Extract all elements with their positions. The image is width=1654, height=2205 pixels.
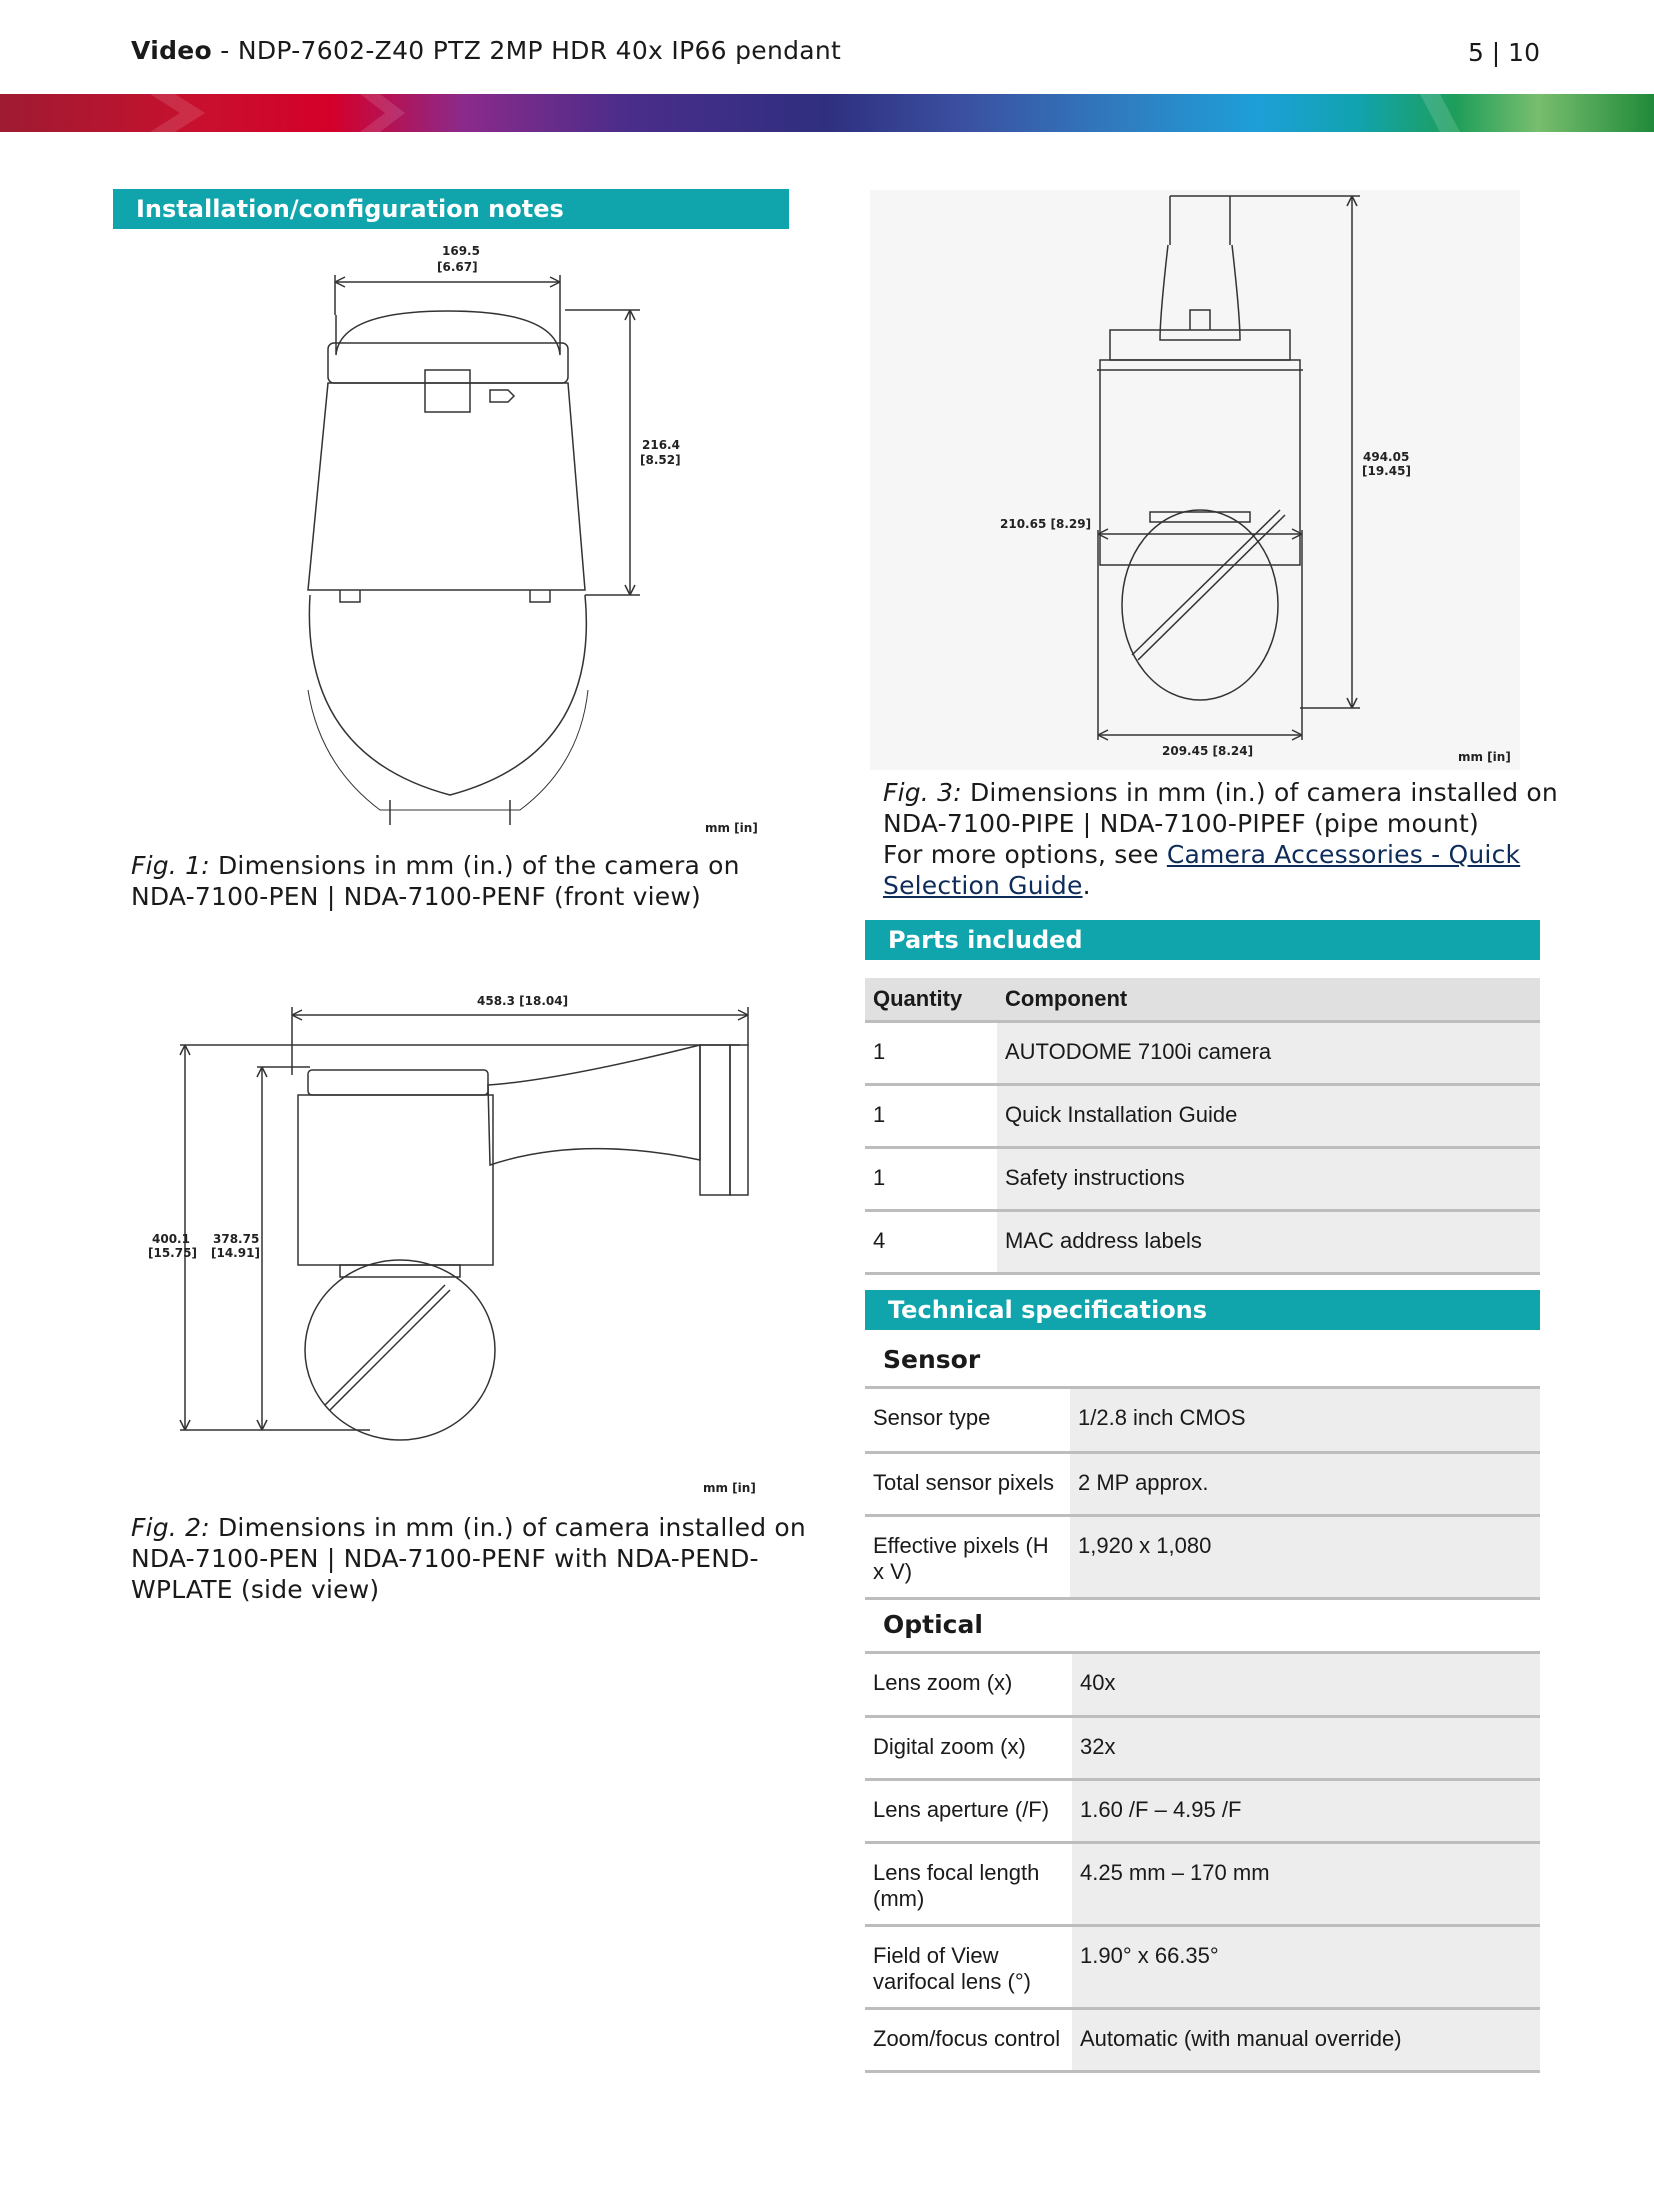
header-product: - NDP-7602-Z40 PTZ 2MP HDR 40x IP66 pendant — [212, 36, 842, 65]
spec-value: 1.90° x 66.35° — [1072, 1926, 1540, 2009]
fig2-caption-label: Fig. 2: — [131, 1513, 210, 1542]
parts-row — [865, 1148, 1540, 1211]
fig2-dim-body: 378.75 — [213, 1232, 260, 1246]
spec-row — [865, 2009, 1540, 2072]
spec-value: 40x — [1072, 1654, 1540, 1717]
parts-qty: 1 — [873, 1165, 886, 1190]
fig3-dim-bottom: 209.45 [8.24] — [1162, 744, 1254, 758]
spec-label: Digital zoom (x) — [873, 1734, 1026, 1759]
spec-row — [865, 1389, 1540, 1452]
spec-label: Sensor type — [873, 1405, 991, 1430]
parts-qty: 1 — [873, 1039, 886, 1064]
parts-table — [865, 978, 1540, 1275]
page-number: 5 | 10 — [1467, 38, 1540, 67]
sensor-specs-table — [865, 1389, 1540, 1600]
fig3-dim-height-in: [19.45] — [1362, 464, 1411, 478]
spec-row — [865, 1654, 1540, 1717]
optical-specs-table — [865, 1654, 1540, 2074]
parts-component: Safety instructions — [997, 1148, 1540, 1211]
spec-label: Lens aperture (/F) — [873, 1797, 1050, 1822]
parts-qty: 4 — [873, 1228, 886, 1253]
parts-component: Quick Installation Guide — [997, 1085, 1540, 1148]
figure-3-caption — [883, 777, 1563, 901]
fig1-units: mm [in] — [705, 821, 758, 835]
figure-2-caption — [131, 1512, 811, 1605]
spec-value: 1.60 /F – 4.95 /F — [1072, 1780, 1540, 1843]
parts-row — [865, 1211, 1540, 1274]
fig2-dim-width: 458.3 [18.04] — [477, 994, 569, 1008]
spec-value: Automatic (with manual override) — [1072, 2009, 1540, 2072]
spec-value: 1/2.8 inch CMOS — [1070, 1389, 1540, 1452]
parts-row — [865, 1085, 1540, 1148]
fig1-dim-height: 216.4 — [642, 438, 680, 452]
spec-label: Total sensor pixels — [873, 1469, 1054, 1495]
spec-row — [865, 1515, 1540, 1598]
fig3-dim-top: 210.65 [8.29] — [1000, 517, 1092, 531]
fig3-caption-line1: Dimensions in mm (in.) of camera installed on — [961, 778, 1558, 807]
fig1-dim-width-in: [6.67] — [437, 260, 478, 274]
spec-row — [865, 1926, 1540, 2009]
figure-1-caption — [131, 850, 791, 912]
figure-3-pipe-mount-drawing — [870, 190, 1520, 770]
spec-label: Lens focal length (mm) — [873, 1860, 1040, 1911]
figure-2-side-view-drawing — [140, 985, 780, 1500]
fig2-caption-line2: NDA-7100-PEN | NDA-7100-PENF with NDA-PEND- — [131, 1544, 759, 1573]
parts-col-component: Component — [1005, 986, 1128, 1011]
spec-value: 32x — [1072, 1717, 1540, 1780]
fig1-caption-label: Fig. 1: — [131, 851, 210, 880]
fig1-caption-line1: Dimensions in mm (in.) of the camera on — [209, 851, 740, 880]
parts-component: MAC address labels — [997, 1211, 1540, 1274]
fig1-dim-width: 169.5 — [442, 244, 480, 258]
fig3-caption-line2: NDA-7100-PIPE | NDA-7100-PIPEF (pipe mount) — [883, 809, 1480, 838]
fig2-caption-line1: Dimensions in mm (in.) of camera installed on — [209, 1513, 806, 1542]
figure-1-front-view-drawing — [280, 235, 760, 835]
fig2-dim-total-in: [15.75] — [148, 1246, 197, 1260]
spec-row — [865, 1717, 1540, 1780]
spec-label: Field of View varifocal lens (°) — [873, 1943, 1031, 1994]
header-section: Video — [131, 36, 213, 65]
fig3-dim-height: 494.05 — [1363, 450, 1410, 464]
tech-specs-block — [865, 1335, 1540, 2073]
fig2-dim-total: 400.1 — [152, 1232, 190, 1246]
fig2-units: mm [in] — [703, 1481, 756, 1495]
fig3-caption-label: Fig. 3: — [883, 778, 962, 807]
fig3-caption-line3: For more options, see — [883, 840, 1167, 869]
section-installation-notes: Installation/configuration notes — [113, 189, 789, 229]
fig2-caption-line3: WPLATE (side view) — [131, 1575, 380, 1604]
spec-label: Zoom/focus control — [873, 2026, 1061, 2051]
section-parts-included: Parts included — [865, 920, 1540, 960]
fig2-dim-body-in: [14.91] — [211, 1246, 260, 1260]
parts-row — [865, 1022, 1540, 1085]
spec-value: 4.25 mm – 170 mm — [1072, 1843, 1540, 1926]
parts-col-quantity: Quantity — [873, 986, 963, 1011]
spec-label: Effective pixels (H x V) — [873, 1532, 1049, 1584]
accessories-guide-link[interactable]: Camera Accessories - Quick — [1166, 840, 1521, 869]
spec-value: 1,920 x 1,080 — [1070, 1515, 1540, 1598]
parts-component: AUTODOME 7100i camera — [997, 1022, 1540, 1085]
accessories-guide-link-cont[interactable]: Selection Guide — [883, 871, 1083, 900]
spec-row — [865, 1843, 1540, 1926]
brand-color-stripe — [0, 94, 1654, 132]
optical-heading: Optical — [865, 1600, 1540, 1654]
spec-label: Lens zoom (x) — [873, 1669, 1013, 1695]
parts-qty: 1 — [873, 1102, 886, 1127]
fig3-caption-period: . — [1082, 871, 1091, 900]
fig1-dim-height-in: [8.52] — [640, 453, 681, 467]
fig1-caption-line2: NDA-7100-PEN | NDA-7100-PENF (front view) — [131, 882, 701, 911]
section-technical-specifications: Technical specifications — [865, 1290, 1540, 1330]
spec-row — [865, 1452, 1540, 1515]
spec-value: 2 MP approx. — [1070, 1452, 1540, 1515]
sensor-heading: Sensor — [865, 1335, 1540, 1389]
spec-row — [865, 1780, 1540, 1843]
parts-table-header — [865, 978, 1540, 1022]
fig3-units: mm [in] — [1458, 750, 1511, 764]
document-header — [131, 36, 841, 65]
